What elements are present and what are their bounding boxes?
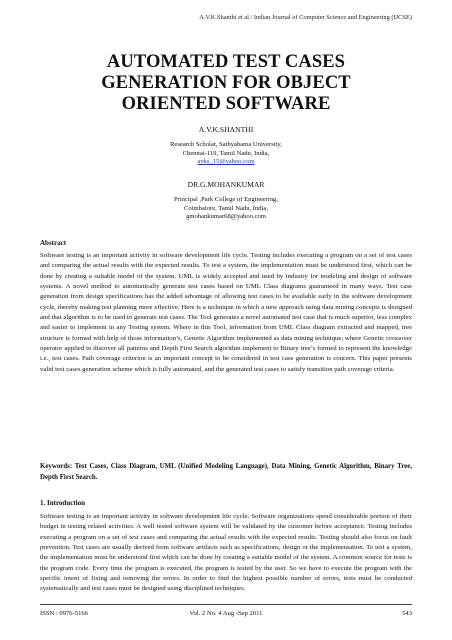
affiliation-line: Research Scholar, Sathyabama University, <box>170 141 282 148</box>
author-affiliation <box>0 196 452 222</box>
section-heading: 1. Introduction <box>40 499 85 507</box>
running-header: A.V.K.Shanthi et al./ Indian Journal of Computer Science and Engineering (IJCSE) <box>199 14 412 21</box>
title-line: GENERATION FOR OBJECT <box>101 73 351 93</box>
page-number: 543 <box>402 610 412 617</box>
title-line: ORIENTED SOFTWARE <box>121 94 331 114</box>
affiliation-line: Principal ,Park College of Engineering, <box>173 196 278 203</box>
keywords: Keywords: Test Cases, Class Diagram, UML (Unified Modeling Language), Data Mining, Genetic Algorithm, Binary Tree, Depth First Search. <box>40 463 412 481</box>
author-name: A.V.K.SHANTHI <box>198 125 254 134</box>
paper-title <box>0 52 452 115</box>
footer-issn: ISSN : 0976-5166 <box>40 610 88 617</box>
abstract-text: Software testing is an important activity in software development life cycle. Testing includes executing a program on a set of test cases and comparing the actual results with the expected results. To test a system, the implementation must be understood first, which can be done by creating a suitable model of the system. UML is widely accepted and used by industry for modeling and design of software systems. A novel method to automatically generate test cases based on UML Class diagrams guaranteed in many ways. Test case generation from design specifications has the added advantage of allowing test cases to be available early in the software development cycle, thereby making test planning more effective. Here is a technique in which a new approach using data mining concepts is designed and that algorithm is to be used to generate test cases. The Tool generates a novel automated test case that is much superior, less complex and easier to implement in any Testing system. Where in this Tool, information from UML Class diagram extracted and mapped, tree structure is formed with help of those information’s, Genetic Algorithm implemented as data mining technique, where Genetic crossover operator applied to discover all patterns and Depth First Search algorithm implement to Binary tree’s formed to represent the knowledge i.e., test cases. Path coverage criterion is an important concept to be considered in test case generation is concern. This paper presents valid test cases generation scheme which is fully automated, and the generated test cases to satisfy transition path coverage criteria. <box>40 252 412 373</box>
abstract-heading: Abstract <box>40 239 67 247</box>
title-line: AUTOMATED TEST CASES <box>106 52 346 72</box>
author-email-link[interactable]: avks_15@yahoo.com <box>197 158 255 166</box>
author-affiliation <box>0 141 452 167</box>
footer-divider <box>40 604 412 605</box>
affiliation-line: Chennai-119, Tamil Nadu, India, <box>182 149 270 157</box>
footer-volume: Vol. 2 No. 4 Aug -Sep 2011 <box>189 610 263 617</box>
introduction-text: Software testing is an important activity in software development life cycle. Software organizations spend considerable portion of their budget in testing related activities. A well tested software system will be validated by the customer before acceptance. Testing includes executing a program on a set of test cases and comparing the actual results with the expected results. Testing should also focus on fault prevention. Test cases are usually derived from software artifacts such as specifications, design or the implementation. To test a system, the implementation must be understood first which can be done by creating a suitable model of the system. A common source for tests is the program code. Every time the program is executed, the program is tested by the user. So we have to execute the program with the specific intent of fixing and removing the errors. In order to find the highest possible number of errors, tests must be conducted systematically and test cases must be designed using disciplined techniques. <box>40 513 412 593</box>
author-name: DR.G.MOHANKUMAR <box>187 180 265 189</box>
author-email: gmohankumar68@yahoo.com <box>186 213 266 221</box>
affiliation-line: Coimbatore, Tamil Nadu, India, <box>183 204 269 212</box>
